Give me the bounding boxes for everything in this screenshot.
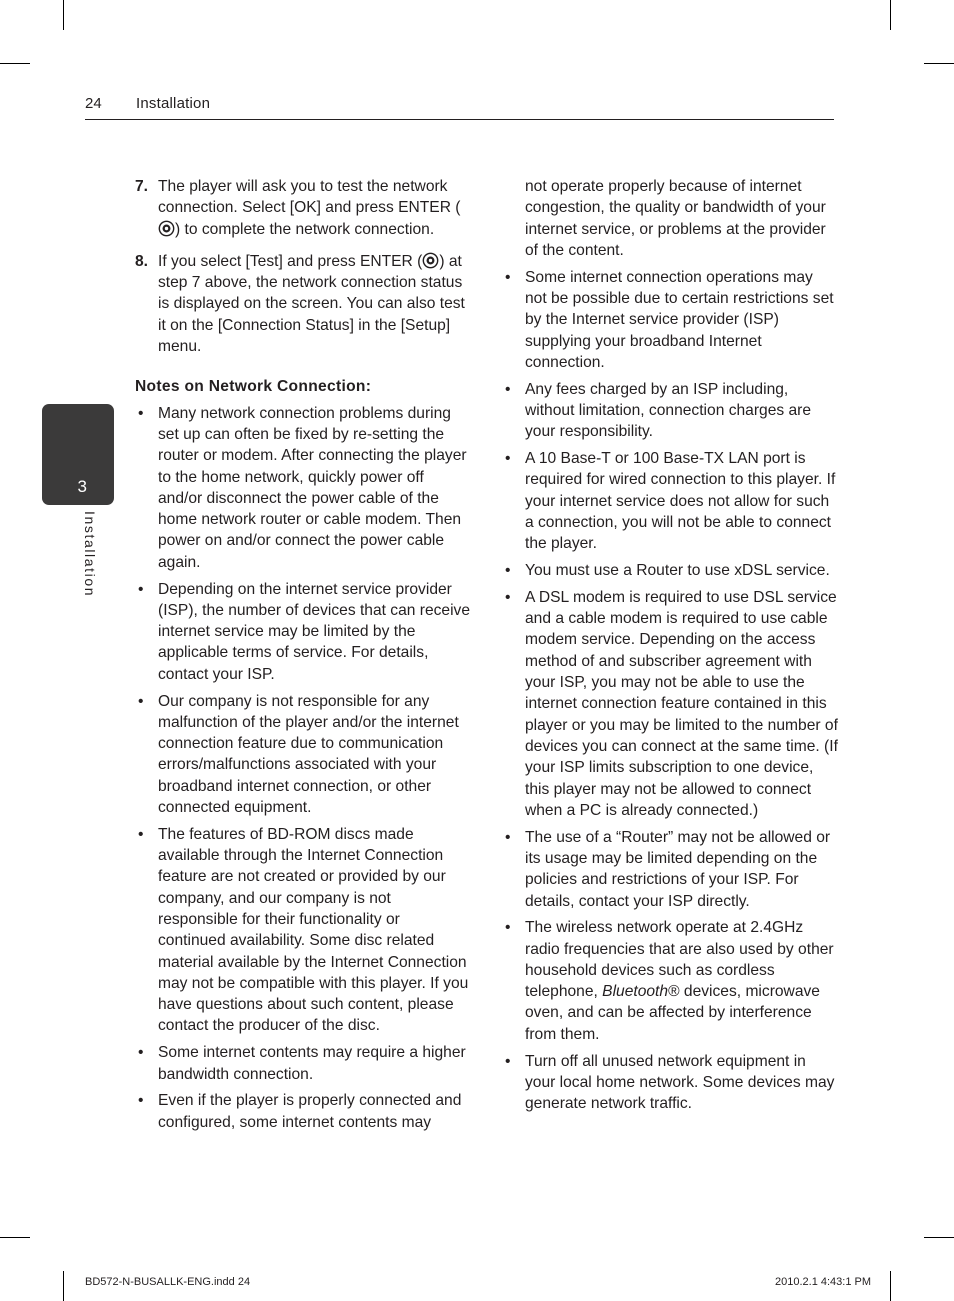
- bullet-icon: •: [505, 450, 511, 468]
- chapter-number: 3: [77, 477, 87, 496]
- chapter-label: Installation: [82, 511, 98, 598]
- chapter-tab: [42, 404, 114, 505]
- continued-paragraph: not operate properly because of internet congestion, the quality or bandwidth of your internet service, or problems at the provider of the content.: [525, 178, 826, 259]
- list-item-text: ® devices, microwave oven, and can be affected by interference from them.: [525, 983, 820, 1043]
- list-item-text: Depending on the internet service provider (ISP), the number of devices that can receive internet service may be limited by the applicable terms of service. For details, contact your ISP.: [158, 580, 471, 683]
- print-timestamp: 2010.2.1 4:43:1 PM: [775, 1276, 872, 1288]
- list-item: [135, 579, 471, 685]
- list-item: [135, 403, 471, 573]
- step-7: [135, 176, 471, 240]
- list-item-text: A DSL modem is required to use DSL service and a cable modem is required to use cable modem service. Depending on the access method of and subscriber agreement with your ISP, you may not be able to use the internet connection feature contained in this player or you may be limited to the number of devices you can connect at the same time. (If your ISP limits subscription to one device, this player may not be allowed to connect when a PC is already connected.): [525, 588, 838, 819]
- file-slug: BD572-N-BUSALLK-ENG.indd 24: [85, 1276, 251, 1288]
- step-number: 7.: [135, 178, 149, 195]
- list-item-text: The features of BD-ROM discs made available through the Internet Connection feature are not created or provided by our company, and our company is not responsible for their functionality or continued availability. Some disc related material available by the Internet Connection may not be compatible with this player. If you have questions about such content, please contact the producer of the disc.: [158, 825, 469, 1035]
- bullet-icon: •: [138, 580, 144, 598]
- list-item: [502, 448, 838, 554]
- crop-mark: [0, 1237, 30, 1238]
- list-item-text: The wireless network operate at 2.4GHz radio frequencies that are also used by other household devices such as cordless telephone,: [525, 919, 834, 1001]
- page-header: [85, 93, 834, 120]
- notes-heading: Notes on Network Connection:: [135, 378, 372, 396]
- list-item-text: Many network connection problems during set up can often be fixed by re-setting the router or modem. After connecting the player to the home network, quickly power off and/or disconnect the power cable of the home network router or cable modem. Then power on and/or connect the power cable again.: [158, 404, 467, 571]
- step-text: ) at step 7 above, the network connection status is displayed on the screen. You can also test it on the [Connection Status] in the [Setup] menu.: [158, 252, 465, 356]
- list-item-text: Our company is not responsible for any malfunction of the player and/or the internet connection feature due to communication errors/malfunctions associated with your broadband internet connection, or other connected equipment.: [158, 692, 459, 817]
- bullet-icon: •: [505, 562, 511, 580]
- list-item: [502, 267, 838, 373]
- list-item: [502, 1051, 838, 1115]
- bullet-icon: •: [138, 692, 144, 710]
- crop-mark: [924, 1237, 954, 1238]
- list-item: [135, 691, 471, 819]
- notes-list-right: [502, 267, 838, 1115]
- step-text: The player will ask you to test the network connection. Select [OK] and press ENTER (: [158, 178, 461, 217]
- step-text: If you select [Test] and press ENTER (: [158, 252, 423, 270]
- crop-mark: [63, 1271, 64, 1301]
- right-column: [502, 176, 838, 1120]
- bullet-icon: •: [505, 380, 511, 398]
- crop-mark: [0, 63, 30, 64]
- list-item-text: You must use a Router to use xDSL service.: [525, 562, 830, 580]
- crop-mark: [890, 0, 891, 30]
- list-item: [502, 560, 838, 581]
- bullet-icon: •: [138, 825, 144, 843]
- crop-mark: [890, 1271, 891, 1301]
- page-number: 24: [85, 95, 102, 112]
- list-item: [502, 827, 838, 912]
- crop-mark: [924, 63, 954, 64]
- bullet-icon: •: [505, 588, 511, 606]
- bullet-icon: •: [138, 404, 144, 422]
- list-item: [502, 379, 838, 443]
- bullet-icon: •: [138, 1044, 144, 1062]
- enter-button-icon: [158, 220, 175, 237]
- bullet-icon: •: [505, 919, 511, 937]
- list-item-text: Bluetooth: [602, 983, 669, 1001]
- list-item: [502, 587, 838, 821]
- bullet-icon: •: [505, 268, 511, 286]
- step-8: [135, 251, 471, 357]
- list-item-text: A 10 Base-T or 100 Base-TX LAN port is required for wired connection to this player. If your internet service does not allow for such a connection, you will not be able to connect the player.: [525, 450, 836, 553]
- step-text: ) to complete the network connection.: [175, 220, 435, 238]
- bullet-icon: •: [505, 828, 511, 846]
- bullet-icon: •: [138, 1092, 144, 1110]
- list-item: [135, 824, 471, 1037]
- list-item: [135, 1090, 471, 1133]
- enter-button-icon: [422, 252, 439, 269]
- left-column: [135, 176, 471, 1138]
- notes-list-left: [135, 403, 471, 1133]
- list-item-text: Some internet connection operations may not be possible due to certain restrictions set by the Internet service provider (ISP) supplying your broadband Internet connection.: [525, 268, 834, 371]
- list-item-text: Any fees charged by an ISP including, without limitation, connection charges are your responsibility.: [525, 380, 812, 441]
- crop-mark: [63, 0, 64, 30]
- list-item-text: Even if the player is properly connected and configured, some internet contents may: [158, 1092, 462, 1131]
- section-title: Installation: [136, 95, 211, 112]
- list-item: [135, 1042, 471, 1085]
- bullet-icon: •: [505, 1052, 511, 1070]
- list-item-text: The use of a “Router” may not be allowed or its usage may be limited depending on the policies and restrictions of your ISP. For details, contact your ISP directly.: [525, 828, 831, 910]
- list-item-text: Some internet contents may require a higher bandwidth connection.: [158, 1044, 466, 1083]
- step-number: 8.: [135, 252, 149, 270]
- list-item-text: Turn off all unused network equipment in your local home network. Some devices may generate network traffic.: [525, 1052, 835, 1113]
- list-item: [502, 917, 838, 1045]
